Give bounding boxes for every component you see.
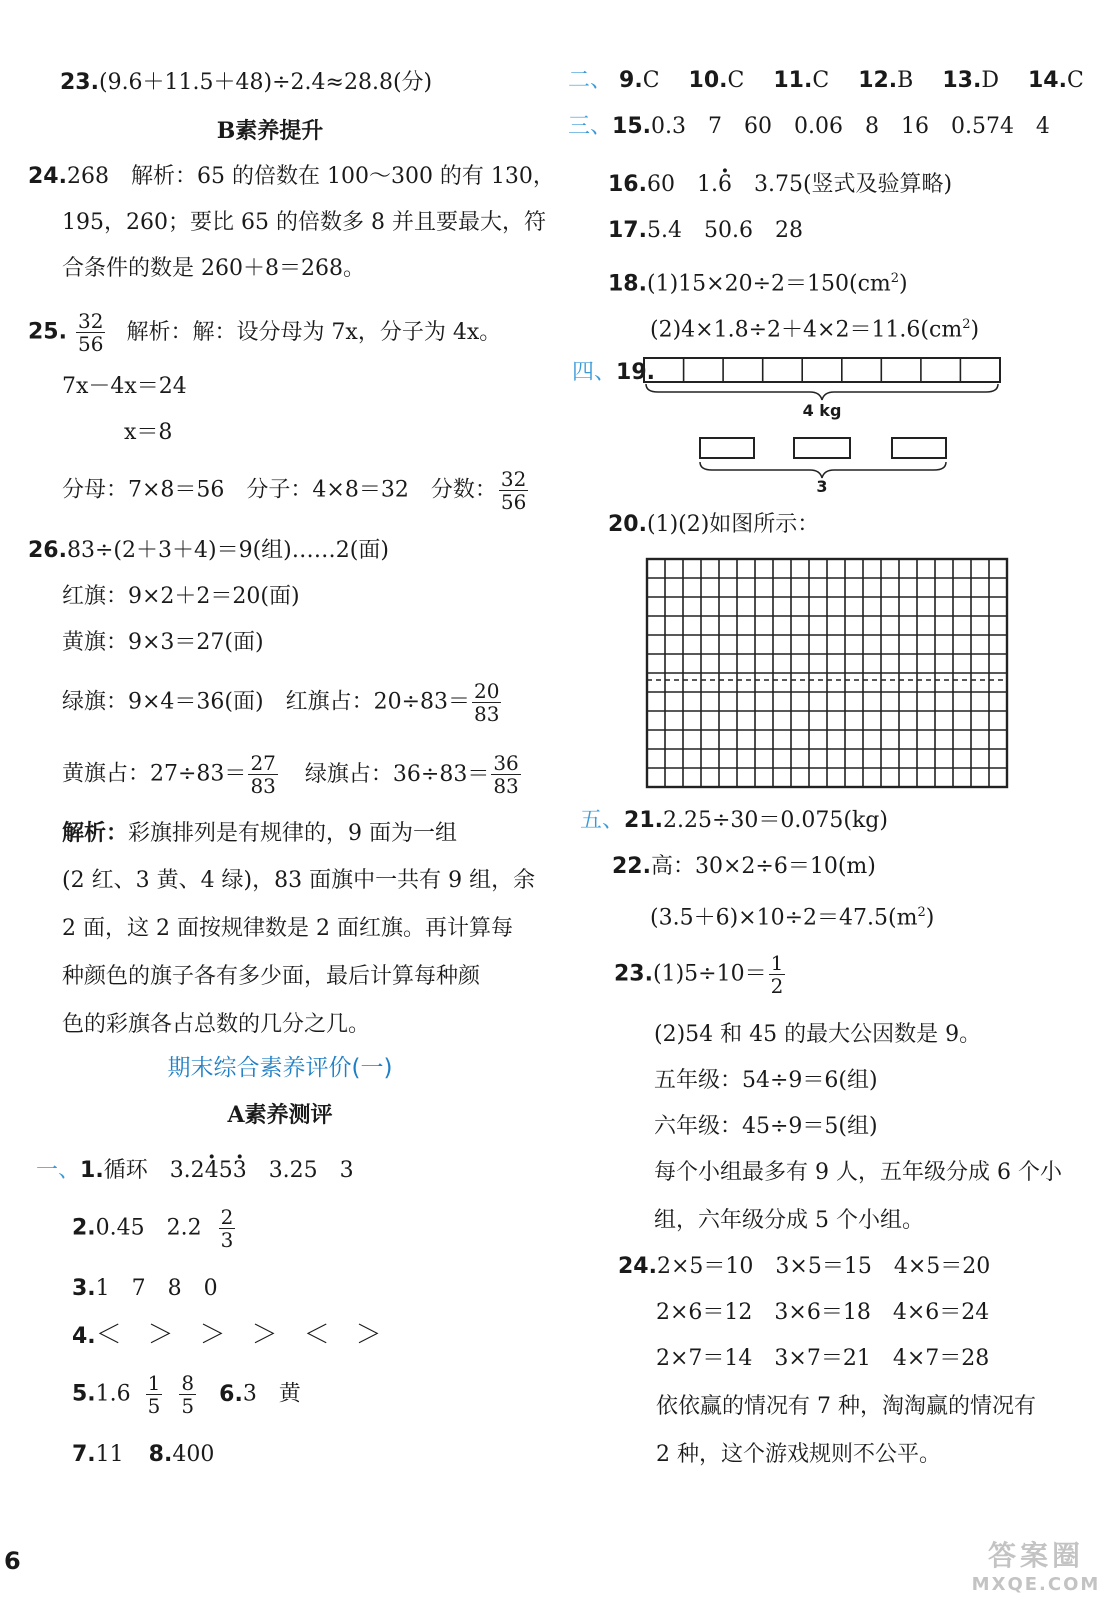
r19-label-3: 3 — [816, 477, 828, 496]
r-part2-line: 二、 9.C 10.C 11.C 12.B 13.D 14.C — [568, 68, 1084, 93]
q25-fraction-result: $\frac{32}{56}$ — [500, 467, 527, 514]
repeat-dot-start: · 4 — [205, 1158, 219, 1183]
q25-number: 25. — [28, 319, 67, 345]
q26-analysis-3: 2 面，这 2 面按规律数是 2 面红旗。再计算每 — [62, 916, 513, 941]
q26-percent: 黄旗占：27÷83＝ $\frac{27}{83}$ 绿旗占：36÷83＝ $\frac{36}{83}$ — [62, 751, 519, 798]
r24-row2: 2×6＝12 3×6＝18 4×6＝24 — [656, 1300, 990, 1325]
p5-line: 5.1.6 $\frac{1}{5}$ $\frac{8}{5}$ 6.3 黄 — [72, 1371, 301, 1418]
repeat-dot-end: · 3 — [233, 1158, 247, 1183]
q26-yellow-fraction: $\frac{27}{83}$ — [250, 751, 276, 798]
p7-line: 7.11 8.400 — [72, 1442, 215, 1467]
r17-line: 17.5.4 50.6 28 — [608, 218, 803, 243]
p5-fraction-2: $\frac{8}{5}$ — [181, 1371, 195, 1418]
section-a-heading: A素养测评 — [227, 1102, 333, 1128]
q26-line1: 26.83÷(2＋3＋4)＝9(组)……2(面) — [28, 538, 389, 563]
r19-label-4kg: 4 kg — [802, 401, 842, 420]
q26-analysis-2: (2 红、3 黄、4 绿)，83 面旗中一共有 9 组，余 — [62, 868, 536, 893]
r19-line: 四、19. — [572, 360, 655, 385]
q26-analysis-1: 解析：彩旗排列是有规律的，9 面为一组 — [62, 820, 458, 846]
r23-fraction: $\frac{1}{2}$ — [770, 951, 784, 998]
r23-line1: 23.(1)5÷10＝ $\frac{1}{2}$ — [614, 951, 784, 998]
q24-line3: 合条件的数是 260＋8＝268。 — [62, 256, 365, 281]
p1-line: 一、1.循环 3.2· 45· 3 3.25 3 — [36, 1156, 354, 1186]
r22-line1: 22.高：30×2÷6＝10(m) — [612, 854, 876, 879]
q25-line — [28, 310, 501, 355]
p5-fraction-1: $\frac{1}{5}$ — [147, 1371, 161, 1418]
p2-line: 2.0.45 2.2 $\frac{2}{3}$ — [72, 1205, 234, 1252]
r18-line2: $(2)4\times 1.8\div 2+4\times 2=11.6(cm^2)$ — [650, 317, 980, 343]
r15-line: 三、15.0.3 7 60 0.06 8 16 0.574 4 — [568, 114, 1050, 139]
q24-line1 — [28, 162, 555, 192]
watermark-logo: 答案圈 MXQE.COM — [971, 1539, 1101, 1595]
q25-eq1: 7x－4x＝24 — [62, 374, 187, 399]
q24-line2: 195，260；要比 65 的倍数多 8 并且要最大，符 — [62, 210, 546, 235]
r19-bar-diagram — [640, 354, 1010, 496]
r24-conclusion-2: 2 种，这个游戏规则不公平。 — [656, 1442, 941, 1467]
r23-line5: 每个小组最多有 9 人，五年级分成 6 个小 — [654, 1160, 1062, 1185]
q26-yellow: 黄旗：9×3＝27(面) — [62, 630, 264, 655]
q26-red-fraction: $\frac{20}{83}$ — [474, 679, 500, 726]
r20-grid-figure — [644, 556, 1010, 792]
r24-row1: 24.2×5＝10 3×5＝15 4×5＝20 — [618, 1254, 991, 1279]
r24-conclusion-1: 依依赢的情况有 7 种，淘淘赢的情况有 — [656, 1394, 1036, 1419]
q23-line — [60, 68, 432, 98]
exam-title: 期末综合素养评价(一) — [167, 1055, 393, 1081]
q23-text: (9.6＋11.5＋48)÷2.4≈28.8(分) — [98, 70, 433, 95]
q26-number: 26. — [28, 538, 67, 563]
p4-line: 4.＜ ＞ ＞ ＞ ＜ ＞ — [72, 1320, 382, 1350]
r22-line2: $(3.5+6)\times 10\div 2=47.5(m^2)$ — [650, 905, 935, 931]
r20-line: 20.(1)(2)如图所示： — [608, 512, 820, 537]
r21-line: 五、21.2.25÷30＝0.075(kg) — [580, 808, 888, 833]
r16-line: 16.60 1.· 6 3.75(竖式及验算略) — [608, 170, 952, 200]
page-number: 6 — [4, 1547, 21, 1575]
section-b-heading: B素养提升 — [216, 118, 324, 144]
q25-eq2: x＝8 — [124, 420, 173, 445]
q26-green: 绿旗：9×4＝36(面) 红旗占：20÷83＝ $\frac{20}{83}$ — [62, 679, 500, 726]
r23-line6: 组，六年级分成 5 个小组。 — [654, 1208, 924, 1233]
q25-analysis: 解析：解：设分母为 7x，分子为 4x。 — [126, 319, 502, 345]
r18-line1: $18.(1)15\times 20\div 2=150(cm^2)$ — [608, 271, 908, 297]
repeat-dot: · 6 — [718, 172, 732, 197]
q24-text1: 268 解析：65 的倍数在 100～300 的有 130， — [66, 164, 555, 189]
r23-line4: 六年级：45÷9＝5(组) — [654, 1114, 878, 1139]
q26-green-fraction: $\frac{36}{83}$ — [493, 751, 519, 798]
q23-number: 23. — [60, 70, 99, 95]
q24-number: 24. — [28, 164, 67, 189]
p2-fraction: $\frac{2}{3}$ — [220, 1205, 234, 1252]
p3-line: 3.1 7 8 0 — [72, 1276, 218, 1301]
r23-line3: 五年级：54÷9＝6(组) — [654, 1068, 878, 1093]
r23-line2: (2)54 和 45 的最大公因数是 9。 — [654, 1022, 982, 1047]
q26-red: 红旗：9×2＋2＝20(面) — [62, 584, 300, 609]
q26-analysis-5: 色的彩旗各占总数的几分之几。 — [62, 1012, 371, 1037]
q26-analysis-4: 种颜色的旗子各有多少面，最后计算每种颜 — [62, 964, 481, 989]
r24-row3: 2×7＝14 3×7＝21 4×7＝28 — [656, 1346, 990, 1371]
q25-eq3: 分母：7×8＝56 分子：4×8＝32 分数： $\frac{32}{56}$ — [62, 467, 527, 514]
q25-fraction: $\frac{32}{56}$ — [77, 309, 104, 356]
